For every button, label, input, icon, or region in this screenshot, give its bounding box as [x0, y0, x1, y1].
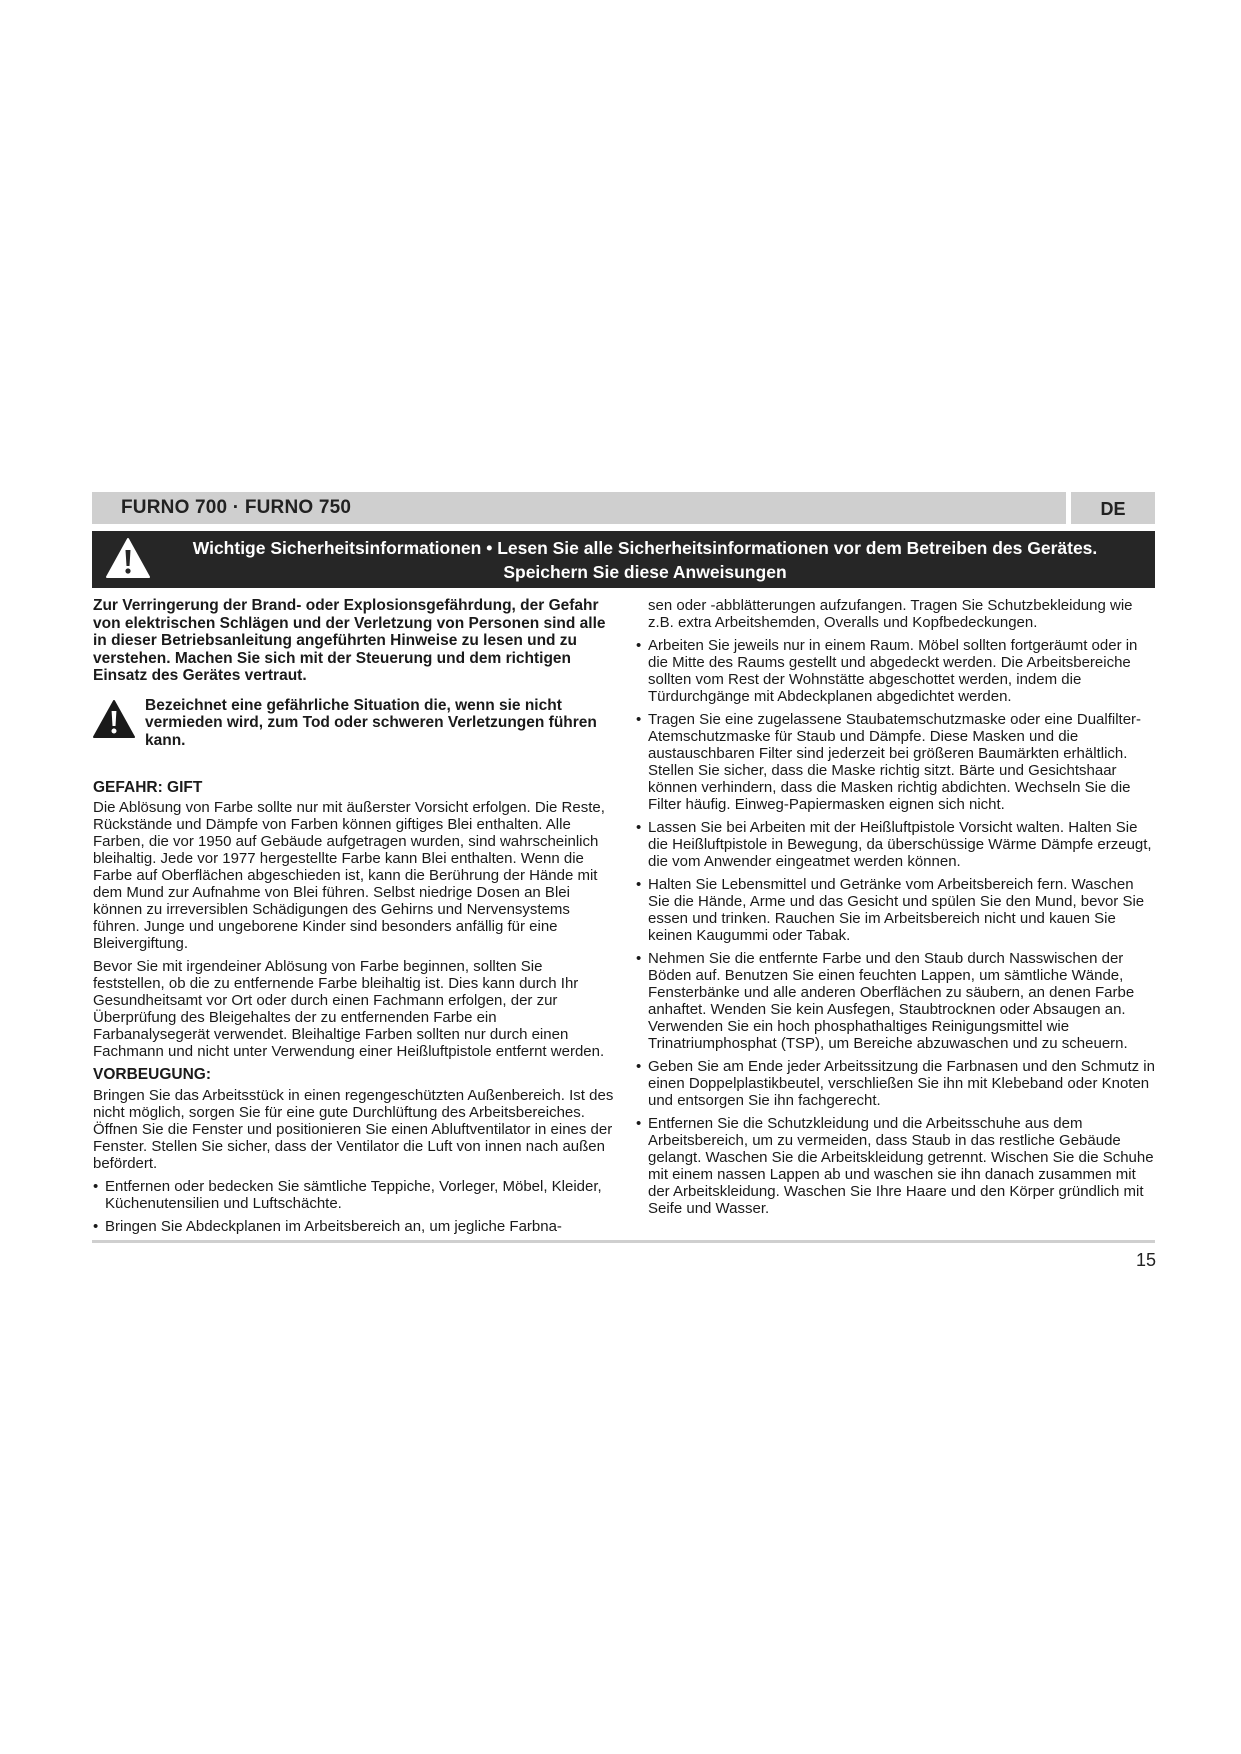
gefahr-heading: GEFAHR: GIFT	[93, 779, 203, 796]
list-item: • Nehmen Sie die entfernte Farbe und den Staub durch Nasswischen der Böden auf. Benutzen Sie einen feuchten Lappen, um sämtliche Wände, Fensterbänke und alle anderen Oberflächen zu säubern, an denen Farbe anhaftet. Wenden Sie kein Ausfegen, Staubtrocknen oder Absaugen an. Verwenden Sie ein hoch phosphathaltiges Reinigungsmittel wie Trinatriumphosphat (TSP), um Bereiche abzuwaschen und zu scheuern.	[636, 950, 1135, 1052]
vorbeugung-paragraph: Bringen Sie das Arbeitsstück in einen regengeschützten Außenbereich. Ist des nicht möglich, sorgen Sie für eine gute Durchlüftung des Arbeitsbereiches. Öffnen Sie die Fenster und positionieren Sie einen Abluftventilator in eines der Fenster. Stellen Sie sicher, dass der Ventilator die Luft von innen nach außen befördert.	[93, 1087, 614, 1172]
bullet-icon: •	[636, 950, 642, 967]
left-bullet-list	[93, 1178, 615, 1235]
intro-text: Zur Verringerung der Brand- oder Explosionsgefährdung, der Gefahr von elektrischen Schlägen und der Verletzung von Personen sind alle in dieser Betriebsanleitung angeführten Hinweise zu lesen und zu verstehen. Machen Sie sich mit der Steuerung und dem richtigen Einsatz des Gerätes vertraut.	[93, 597, 606, 684]
list-item: • Halten Sie Lebensmittel und Getränke vom Arbeitsbereich fern. Waschen Sie die Hände, Arme und das Gesicht und spülen Sie den Mund, bevor Sie essen und trinken. Rauchen Sie im Arbeitsbereich nicht und kauen Sie keinen Kaugummi oder Tabak.	[636, 876, 1145, 944]
bullet-icon: •	[93, 1218, 99, 1235]
danger-notice-text: Bezeichnet eine gefährliche Situation die, wenn sie nicht vermieden wird, zum Tod oder schweren Verletzungen führen kann.	[145, 696, 597, 749]
list-item: • Entfernen oder bedecken Sie sämtliche Teppiche, Vorleger, Möbel, Kleider, Küchenutensilien und Luftschächte.	[93, 1178, 602, 1212]
bullet-icon: •	[636, 1115, 642, 1132]
right-column	[636, 597, 1156, 1223]
bullet-icon: •	[93, 1178, 99, 1195]
gefahr-paragraph: Die Ablösung von Farbe sollte nur mit äußerster Vorsicht erfolgen. Die Reste, Rückstände und Dämpfe von Farben können giftiges Blei enthalten. Alle Farben, die vor 1950 auf Gebäude aufgetragen wurden, sind wahrscheinlich bleihaltig. Jede vor 1977 hergestellte Farbe kann Blei enthalten. Wenn die Farbe auf Oberflächen abgeschieden ist, kann die Berührung der Hände mit dem Mund zur Aufnahme von Blei führen. Selbst niedrige Dosen an Blei können zu irreversiblen Schädigungen des Gehirns und Nervensystems führen. Junge und ungeborene Kinder sind besonders anfällig für eine Bleivergiftung.	[93, 799, 605, 952]
warning-triangle-icon	[93, 699, 135, 739]
list-item: • Arbeiten Sie jeweils nur in einem Raum. Möbel sollten fortgeräumt oder in die Mitte des Raums gestellt und abgedeckt werden. Die Arbeitsbereiche sollten vom Rest der Wohnstätte abgeschottet werden, indem die Türdurchgänge mit Abdeckplanen abgedichtet werden.	[636, 637, 1138, 705]
right-bullet-list	[636, 637, 1156, 1217]
warning-triangle-icon	[106, 537, 150, 579]
page-number: 15	[1135, 1250, 1156, 1270]
danger-notice	[93, 697, 615, 750]
bullet-icon: •	[636, 819, 642, 836]
language-label: DE	[1100, 499, 1126, 519]
continuation-text: sen oder -abblätterungen aufzufangen. Tragen Sie Schutzbekleidung wie z.B. extra Arbeitshemden, Overalls und Kopfbedeckungen.	[648, 597, 1133, 631]
list-item: • Geben Sie am Ende jeder Arbeitssitzung die Farbnasen und den Schmutz in einen Doppelplastikbeutel, verschließen Sie ihn mit Klebeband oder Knoten und entsorgen Sie ihn fachgerecht.	[636, 1058, 1155, 1109]
list-item: • Tragen Sie eine zugelassene Staubatemschutzmaske oder eine Dualfilter-Atemschutzmaske für Staub und Dämpfe. Diese Masken und die austauschbaren Filter sind jederzeit bei größeren Baumärkten erhältlich. Stellen Sie sicher, dass die Maske richtig sitzt. Bärte und Gesichtshaar können verhindern, dass die Masken richtig abdichten. Wechseln Sie die Filter häufig. Einweg-Papiermasken eignen sich nicht.	[636, 711, 1142, 813]
gefahr-paragraph: Bevor Sie mit irgendeiner Ablösung von Farbe beginnen, sollten Sie feststellen, ob die zu entfernende Farbe bleihaltig ist. Dies kann durch Ihr Gesundheitsamt vor Ort oder durch einen Fachmann erfolgen, der zur Überprüfung des Bleigehaltes der zu entfernenden Farbe ein Farbanalysegerät verwendet. Bleihaltige Farben sollten nur durch einen Fachmann und nicht unter Verwendung einer Heißluftpistole entfernt werden.	[93, 958, 605, 1060]
vorbeugung-heading: VORBEUGUNG:	[93, 1066, 211, 1083]
banner-text: Wichtige Sicherheitsinformationen • Lesen Sie alle Sicherheitsinformationen vor dem Betreiben des Gerätes. Speichern Sie diese Anweisungen	[192, 538, 1098, 582]
bullet-icon: •	[636, 637, 642, 654]
bullet-icon: •	[636, 1058, 642, 1075]
list-item: • Bringen Sie Abdeckplanen im Arbeitsbereich an, um jegliche Farbna-	[93, 1218, 562, 1235]
bullet-icon: •	[636, 711, 642, 728]
left-column	[93, 597, 615, 1241]
bullet-icon: •	[636, 876, 642, 893]
list-item: • Entfernen Sie die Schutzkleidung und die Arbeitsschuhe aus dem Arbeitsbereich, um zu vermeiden, dass Staub in das restliche Gebäude gelangt. Waschen Sie die Arbeitskleidung getrennt. Wischen Sie die Schuhe mit einem nassen Lappen ab und waschen sie ihn danach zusammen mit der Arbeitskleidung. Waschen Sie Ihre Haare und den Körper gründlich mit Seife und Wasser.	[636, 1115, 1154, 1217]
list-item: • Lassen Sie bei Arbeiten mit der Heißluftpistole Vorsicht walten. Halten Sie die Heißluftpistole in Bewegung, da überschüssige Wärme Dämpfe erzeugt, die vom Anwender eingeatmet werden können.	[636, 819, 1152, 870]
document-title: FURNO 700 · FURNO 750	[121, 497, 352, 518]
footer-rule	[92, 1240, 1155, 1243]
